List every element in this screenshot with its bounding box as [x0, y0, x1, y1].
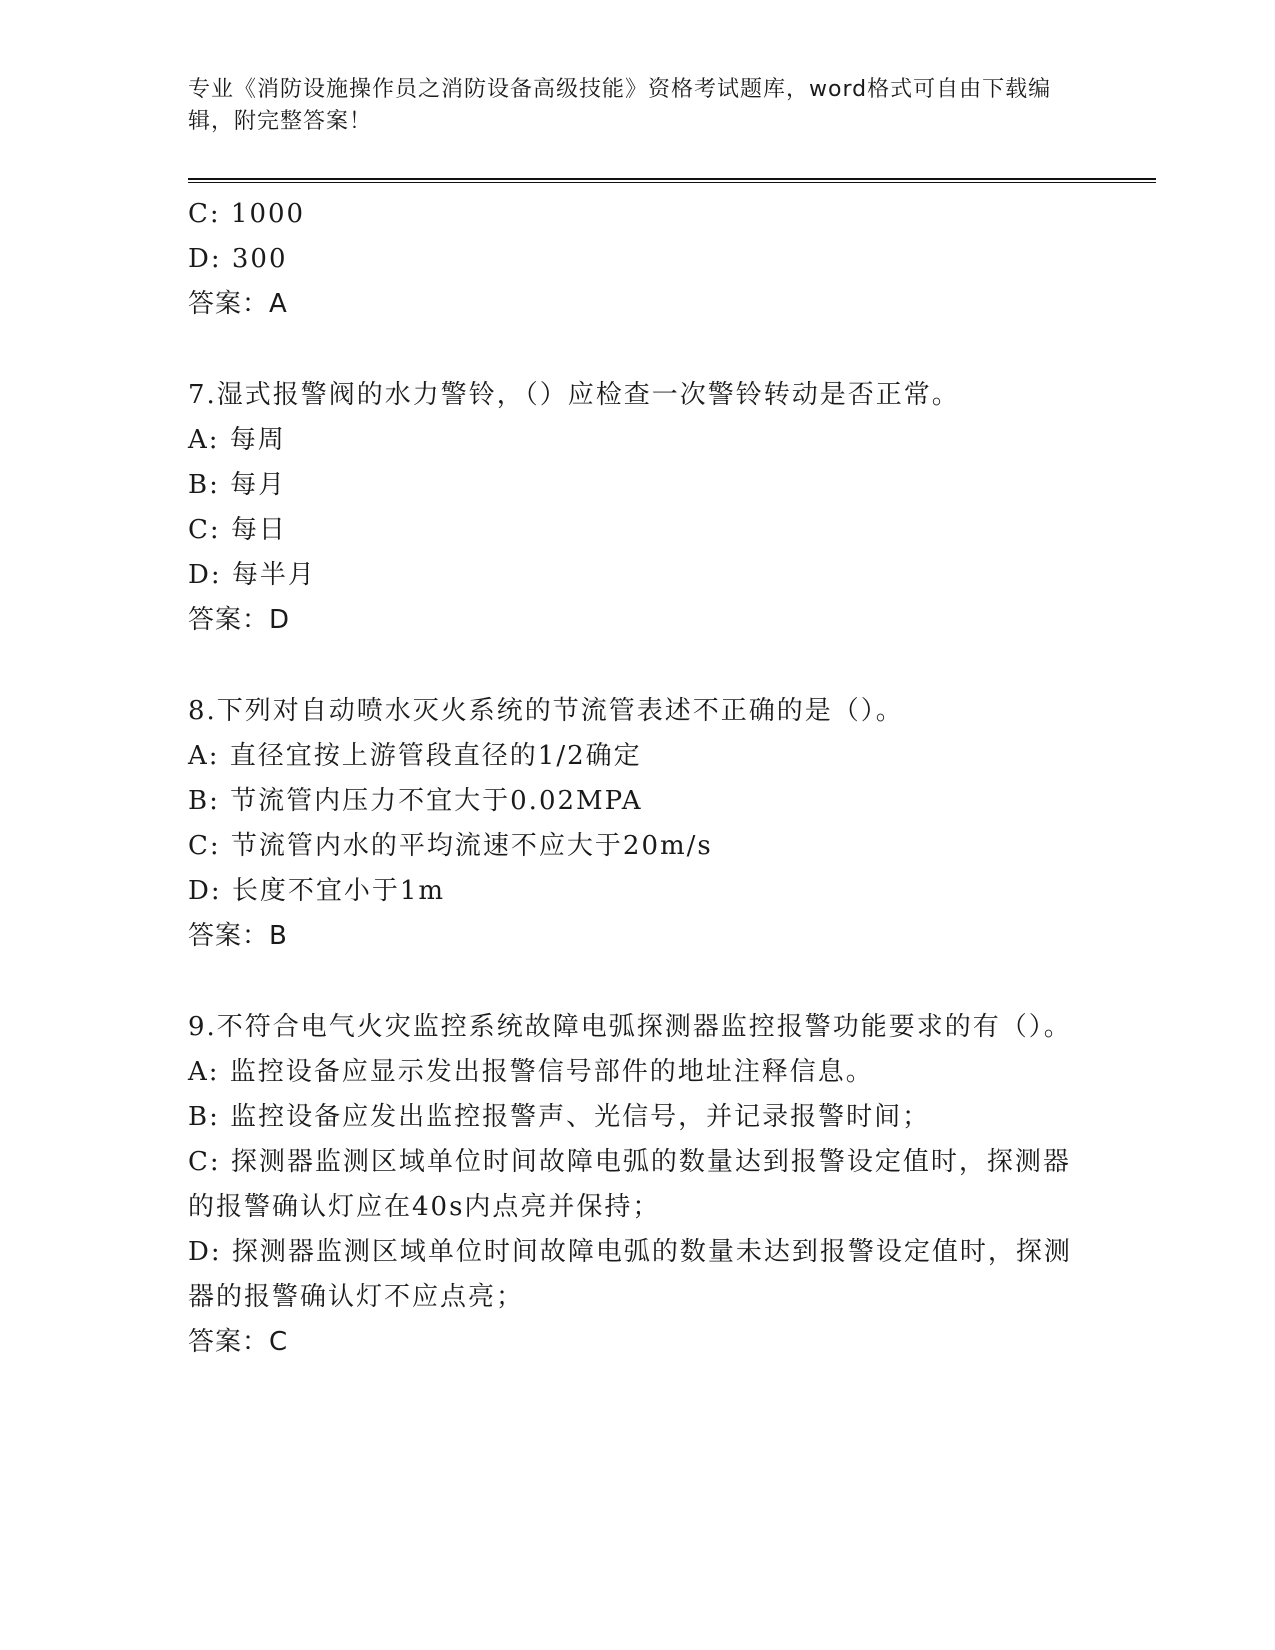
option-a: A: 每周: [188, 425, 286, 455]
option-b: B: 监控设备应发出监控报警声、光信号，并记录报警时间；: [188, 1102, 931, 1132]
option-b: B: 节流管内压力不宜大于0.02MPA: [188, 786, 643, 816]
spacer: [188, 327, 1088, 373]
question-stem: 7.湿式报警阀的水力警铃，（）应检查一次警铃转动是否正常。: [188, 380, 960, 410]
answer: 答案：A: [188, 289, 288, 319]
option-c: C: 探测器监测区域单位时间故障电弧的数量达到报警设定值时，探测器的报警确认灯应在40s内点亮并保持；: [188, 1147, 1071, 1222]
option-a: A: 直径宜按上游管段直径的1/2确定: [188, 741, 642, 771]
option-b: B: 每月: [188, 470, 287, 500]
option-c: C: 1000: [188, 199, 306, 229]
answer: 答案：C: [188, 1327, 289, 1357]
prev-question: [188, 192, 1088, 327]
option-d: D: 300: [188, 244, 288, 274]
option-c: C: 每日: [188, 515, 287, 545]
option-d: D: 每半月: [188, 560, 316, 590]
question-7: [188, 373, 1088, 643]
spacer: [188, 643, 1088, 689]
option-d: D: 探测器监测区域单位时间故障电弧的数量未达到报警设定值时，探测器的报警确认灯不应点亮；: [188, 1237, 1072, 1312]
answer: 答案：B: [188, 921, 288, 951]
question-stem: 9.不符合电气火灾监控系统故障电弧探测器监控报警功能要求的有（）。: [188, 1012, 1072, 1042]
spacer: [188, 959, 1088, 1005]
question-stem: 8.下列对自动喷水灭火系统的节流管表述不正确的是（）。: [188, 696, 904, 726]
page-header: 专业《消防设施操作员之消防设备高级技能》资格考试题库，word格式可自由下载编辑，附完整答案！: [188, 77, 1052, 134]
option-c: C: 节流管内水的平均流速不应大于20m/s: [188, 831, 713, 861]
option-d: D: 长度不宜小于1m: [188, 876, 446, 906]
option-a: A: 监控设备应显示发出报警信号部件的地址注释信息。: [188, 1057, 874, 1087]
answer: 答案：D: [188, 605, 291, 635]
header-divider: [188, 178, 1156, 183]
question-8: [188, 689, 1088, 959]
question-9: [188, 1005, 1088, 1365]
document-body: [188, 192, 1088, 1365]
